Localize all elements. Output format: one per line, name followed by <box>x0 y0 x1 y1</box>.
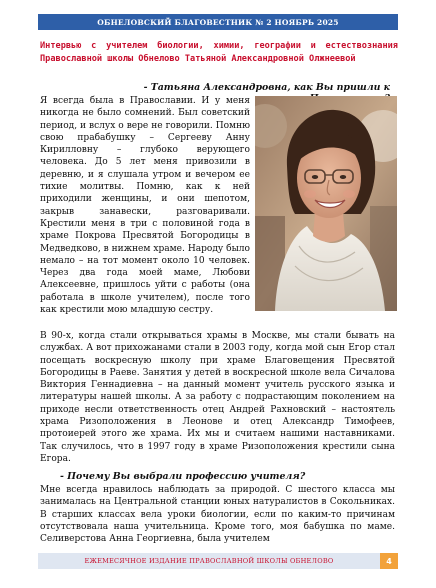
interview-intro: Интервью с учителем биологии, химии, географии и естествознания Православной школы Обнелово Татьяной Александровной Олжнеевой <box>40 41 398 64</box>
answer-paragraph-1: Я всегда была в Православии. И у меня никогда не было сомнений. Был советский период, и вслух о вере не говорили. Помню свою прабабушку – Сергееву Анну Кирилловну – глубоко верующего человека. До 5 лет меня привозили в деревню, и я слушала утром и вечером ее тихие молитвы. Помню, как к ней приходили женщины, и они шепотом, закрыв занавески, разговаривали. Крестили меня в три с половиной года в храме Покрова Пресвятой Богородицы в Медведково, в нижнем храме. Народу было немало – на тот момент около 10 человек. Через два года моей маме, Любови Алексеевне, пришлось уйти с работы (она работала в школе учителем), после того как крестили мою младшую сестру. <box>40 96 250 316</box>
answer-paragraph-3: Мне всегда нравилось наблюдать за природой. С шестого класса мы занималась на Центральной станции юных натуралистов в Сокольниках. В старших классах вела уроки биологии, если по каким-то причинам отсутствовала наша учительница. Кроме того, моя бабушка по маме. Селиверстова Анна Георгиевна, была учителем <box>40 485 395 545</box>
page-number-badge: 4 <box>380 553 398 569</box>
newsletter-title: ОБНЕЛОВСКИЙ БЛАГОВЕСТНИК № 2 НОЯБРЬ 2025 <box>97 17 339 27</box>
header-bar <box>38 14 398 30</box>
question-heading-2: - Почему Вы выбрали профессию учителя? <box>60 471 306 482</box>
question-heading-1: - Татьяна Александровна, как Вы пришли к <box>143 82 390 93</box>
footer-text: ЕЖЕМЕСЯЧНОЕ ИЗДАНИЕ ПРАВОСЛАВНОЙ ШКОЛЫ ОБНЕЛОВО <box>84 557 334 565</box>
portrait-photo <box>255 96 397 311</box>
answer-paragraph-2: В 90-х, когда стали открываться храмы в Москве, мы стали бывать на службах. А вот прихожанами стали в 2003 году, когда мой сын Егор стал посещать воскресную школу при храме Благовещения Пресвятой Богородицы в Раеве. Занятия у детей в воскресной школе вела Сичалова Виктория Геннадиевна – на данный момент учитель русского языка и литературы нашей школы. А за работу с подрастающим поколением на приходе несли ответственность отец Андрей Рахновский – настоятель храма Ризоположения в Леонове и отец Александр Тимофеев, протоиерей этого же храма. Их мы и считаем нашими наставниками. Так случилось, что в 1997 году в храме Ризоположения крестили сына Егора. <box>40 331 395 464</box>
footer-bar <box>38 553 398 569</box>
